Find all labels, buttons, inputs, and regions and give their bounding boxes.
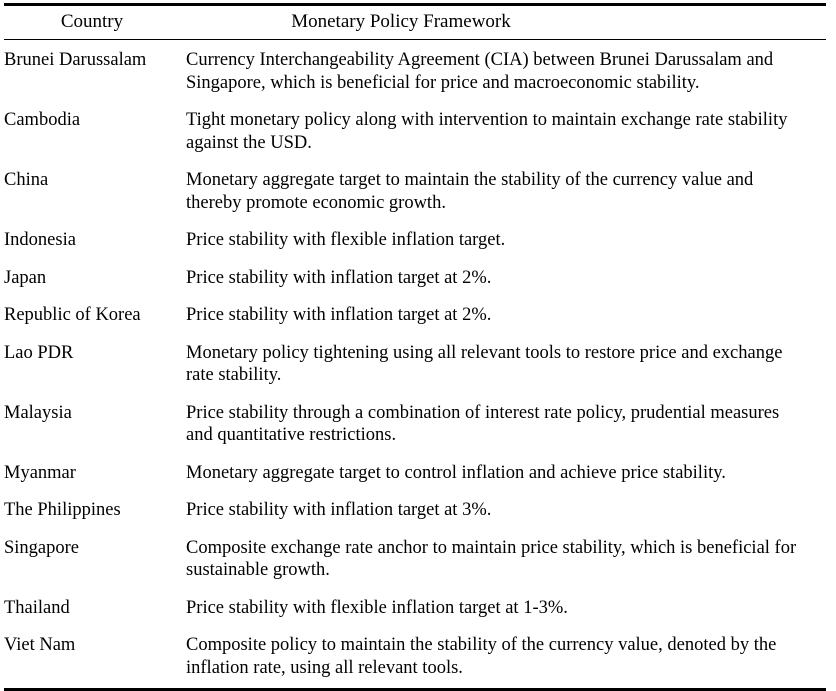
cell-framework: Tight monetary policy along with intervention to maintain exchange rate stability against the USD.: [186, 110, 788, 153]
table-header: [4, 6, 826, 39]
cell-framework: Price stability with flexible inflation target.: [186, 230, 506, 250]
table-row: [4, 492, 826, 530]
table-row: [4, 529, 826, 589]
table-row: [4, 40, 826, 102]
table-body: [4, 40, 826, 688]
table-row: [4, 334, 826, 394]
table-row: [4, 297, 826, 335]
cell-country: Lao PDR: [4, 342, 74, 363]
cell-framework: Price stability with inflation target at 2%.: [186, 267, 492, 288]
column-header-country: Country: [60, 11, 124, 32]
table-row: [4, 222, 826, 260]
cell-country: Thailand: [4, 597, 70, 618]
cell-country: The Philippines: [4, 500, 121, 520]
header-row: [4, 6, 826, 39]
cell-framework: Monetary aggregate target to maintain the stability of the currency value and thereby promote economic growth.: [186, 170, 754, 213]
cell-framework: Composite policy to maintain the stability of the currency value, denoted by the inflation rate, using all relevant tools.: [186, 635, 777, 678]
cell-framework: Price stability with inflation target at 3%.: [186, 500, 492, 520]
table-row: [4, 259, 826, 297]
column-header-framework-label: Monetary Policy Framework: [291, 11, 511, 32]
cell-framework: Composite exchange rate anchor to maintain price stability, which is beneficial for sustainable growth.: [186, 537, 797, 580]
cell-framework: Price stability through a combination of interest rate policy, prudential measures and quantitative restrictions.: [186, 402, 780, 445]
table-row: [4, 627, 826, 689]
cell-country: Republic of Korea: [4, 305, 141, 325]
cell-country: Brunei Darussalam: [4, 50, 147, 70]
cell-framework: Monetary policy tightening using all relevant tools to restore price and exchange rate stability.: [186, 342, 783, 385]
table-row: [4, 394, 826, 454]
monetary-policy-framework-table: [0, 3, 836, 678]
cell-framework: Currency Interchangeability Agreement (CIA) between Brunei Darussalam and Singapore, which is beneficial for price and macroeconomic stability.: [186, 50, 774, 93]
cell-country: Myanmar: [4, 462, 76, 483]
cell-country: Singapore: [4, 537, 80, 558]
cell-country: Indonesia: [4, 230, 76, 250]
cell-country: Japan: [4, 267, 47, 288]
cell-framework: Price stability with flexible inflation target at 1-3%.: [186, 597, 568, 618]
table-row: [4, 589, 826, 627]
table-row: [4, 102, 826, 162]
cell-country: Malaysia: [4, 402, 72, 423]
column-header-framework: [186, 6, 826, 39]
data-table: [4, 6, 826, 39]
table-row: [4, 162, 826, 222]
cell-framework: Price stability with inflation target at 2%.: [186, 305, 492, 325]
cell-country: Cambodia: [4, 110, 81, 130]
data-table-body: [4, 40, 826, 688]
cell-framework: Monetary aggregate target to control inflation and achieve price stability.: [186, 462, 726, 483]
cell-country: Viet Nam: [4, 635, 76, 655]
cell-country: China: [4, 170, 49, 190]
table-row: [4, 454, 826, 492]
